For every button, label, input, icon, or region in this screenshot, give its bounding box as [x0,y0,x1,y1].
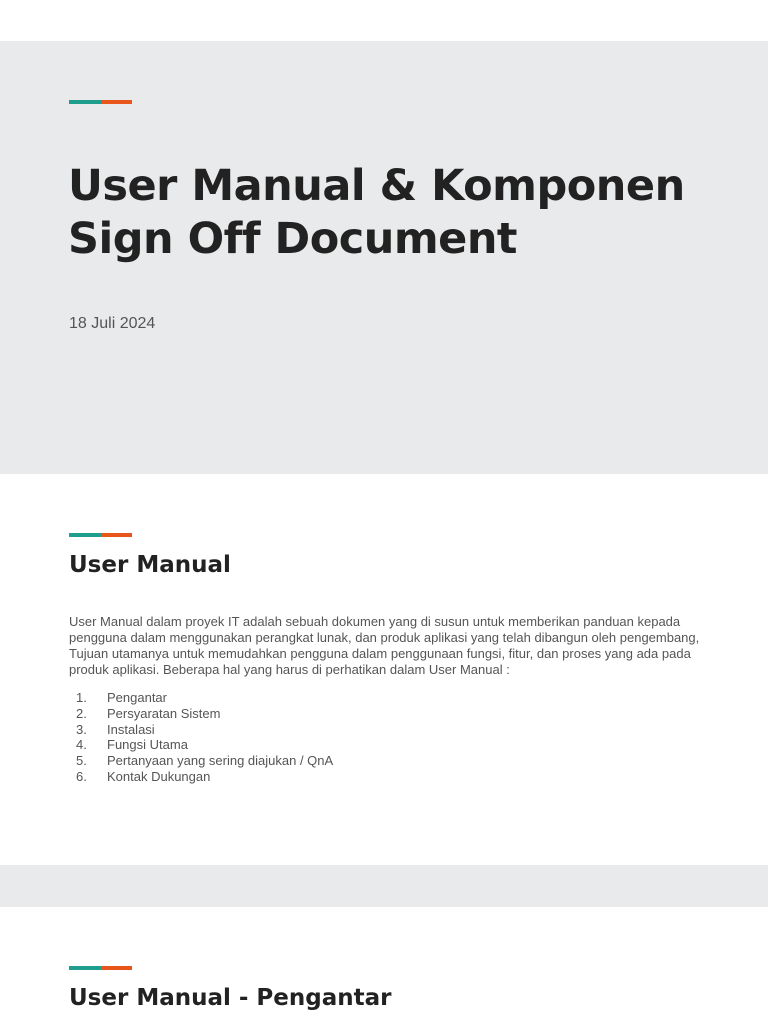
accent-bar-teal [69,966,101,970]
user-manual-pengantar-slide [0,907,768,1024]
list-item [69,769,333,785]
list-item-label: Kontak Dukungan [107,768,211,784]
list-item-label: Instalasi [107,721,155,737]
list-item [69,690,333,706]
accent-bar [69,966,132,970]
section-title: User Manual [69,552,231,578]
list-item [69,753,333,769]
list-item-label: Fungsi Utama [107,737,188,753]
cover-date: 18 Juli 2024 [69,315,156,332]
list-item-label: Pengantar [107,690,167,705]
cover-title: User Manual & Komponen Sign Off Document [68,161,685,264]
accent-bar-teal [69,100,101,104]
accent-bar [69,533,132,537]
user-manual-slide [0,474,768,865]
list-item-number: 6. [76,768,87,784]
list-item-label: Pertanyaan yang sering diajukan / QnA [107,753,334,769]
section-title: User Manual - Pengantar [69,985,392,1011]
accent-bar-teal [69,533,101,537]
section-body-text: User Manual dalam proyek IT adalah sebuah dokumen yang di susun untuk memberikan panduan kepada pengguna dalam menggunakan perangkat lunak, dan produk aplikasi yang telah dibangun oleh pengembang, Tujuan utamanya untuk memudahkan pengguna dalam penggunaan fungsi, fitur, dan proses yang ada pada produk aplikasi. Beberapa hal yang harus di perhatikan dalam User Manual : [69,614,700,677]
list-item-number: 4. [76,737,87,753]
slide-separator-band [0,865,768,907]
accent-bar-orange [101,966,132,970]
list-item [69,706,333,722]
accent-bar [69,100,132,104]
list-item [69,737,333,753]
list-item-number: 3. [76,721,87,737]
list-item-number: 5. [76,753,87,769]
list-item [69,722,333,738]
cover-slide [0,41,768,474]
accent-bar-orange [101,533,132,537]
list-item-number: 2. [76,705,87,721]
accent-bar-orange [101,100,132,104]
user-manual-item-list [69,690,333,785]
page-top-margin [0,0,768,41]
list-item-label: Persyaratan Sistem [107,705,221,721]
list-item-number: 1. [76,690,87,705]
